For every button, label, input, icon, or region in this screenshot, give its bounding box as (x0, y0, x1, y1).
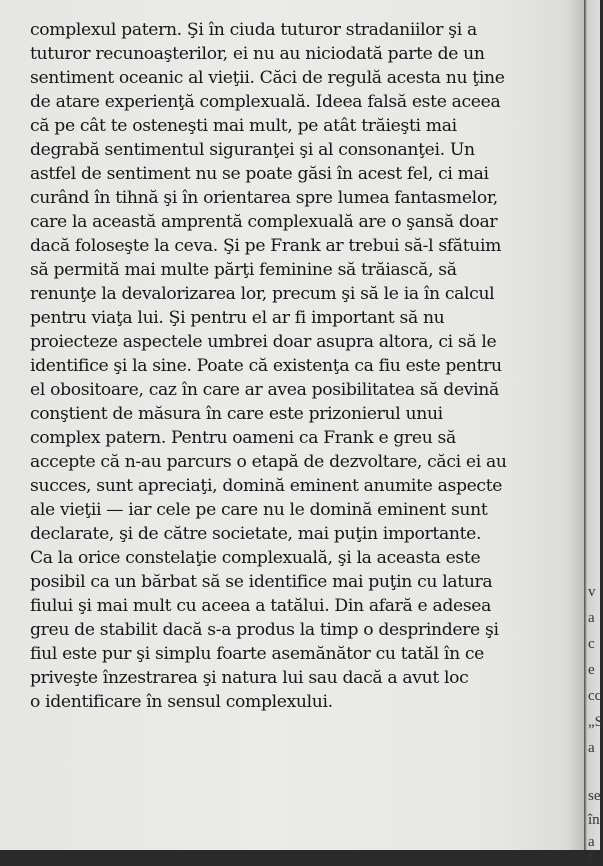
next-page-fragment: „S (588, 714, 603, 730)
text-line: proiecteze aspectele umbrei doar asupra altora, ci să le (30, 332, 497, 352)
text-line: greu de stabilit dacă s-a produs la timp o desprindere şi (30, 620, 499, 640)
body-text (30, 18, 560, 714)
next-page-fragment: a (588, 740, 595, 756)
text-line: să permită mai multe părţi feminine să trăiască, să (30, 260, 457, 280)
next-page-fragment: se (588, 788, 601, 804)
text-line: declarate, şi de către societate, mai puţin importante. (30, 524, 482, 544)
text-line: priveşte înzestrarea şi natura lui sau dacă a avut loc (30, 668, 469, 688)
text-line: că pe cât te osteneşti mai mult, pe atât trăieşti mai (30, 116, 457, 136)
next-page-edge (584, 0, 603, 866)
next-page-fragment: c (588, 636, 595, 652)
text-line: dacă foloseşte la ceva. Şi pe Frank ar trebui să-l sfătuim (30, 236, 502, 256)
text-line: ale vieţii — iar cele pe care nu le domină eminent sunt (30, 500, 488, 520)
next-page-fragment: e (588, 662, 595, 678)
text-line: de atare experienţă complexuală. Ideea falsă este aceea (30, 92, 501, 112)
text-line: accepte că n-au parcurs o etapă de dezvoltare, căci ei au (30, 452, 507, 472)
text-line: el obositoare, caz în care ar avea posibilitatea să devină (30, 380, 499, 400)
next-page-fragment: a f (588, 834, 595, 866)
next-page-fragment: cc (588, 688, 602, 704)
text-line: succes, sunt apreciaţi, domină eminent anumite aspecte (30, 476, 503, 496)
text-line: complexul patern. Şi în ciuda tuturor stradaniilor şi a (30, 20, 477, 40)
text-line: fiul este pur şi simplu foarte asemănător cu tatăl în ce (30, 644, 485, 664)
next-page-fragment: a (588, 610, 595, 626)
text-line: degrabă sentimentul siguranţei şi al consonanţei. Un (30, 140, 475, 160)
text-line: astfel de sentiment nu se poate găsi în acest fel, ci mai (30, 164, 489, 184)
text-line: Ca la orice constelaţie complexuală, şi la aceasta este (30, 548, 481, 568)
text-line: identifice şi la sine. Poate că existenţa ca fiu este pentru (30, 356, 502, 376)
text-line: curând în tihnă şi în orientarea spre lumea fantasmelor, (30, 188, 498, 208)
text-line: renunţe la devalorizarea lor, precum şi să le ia în calcul (30, 284, 495, 304)
text-line: o identificare în sensul complexului. (30, 692, 333, 712)
text-line: tuturor recunoaşterilor, ei nu au niciodată parte de un (30, 44, 485, 64)
next-page-fragment: în (588, 812, 600, 828)
next-page-fragment: v (588, 584, 596, 600)
text-line: sentiment oceanic al vieţii. Căci de regulă acesta nu ţine (30, 68, 505, 88)
text-line: complex patern. Pentru oameni ca Frank e greu să (30, 428, 456, 448)
text-line: posibil ca un bărbat să se identifice mai puţin cu latura (30, 572, 493, 592)
text-line: pentru viaţa lui. Şi pentru el ar fi important să nu (30, 308, 445, 328)
text-line: conştient de măsura în care este prizonierul unui (30, 404, 443, 424)
text-line: fiului şi mai mult cu aceea a tatălui. Din afară e adesea (30, 596, 492, 616)
text-line: care la această amprentă complexuală are o şansă doar (30, 212, 498, 232)
